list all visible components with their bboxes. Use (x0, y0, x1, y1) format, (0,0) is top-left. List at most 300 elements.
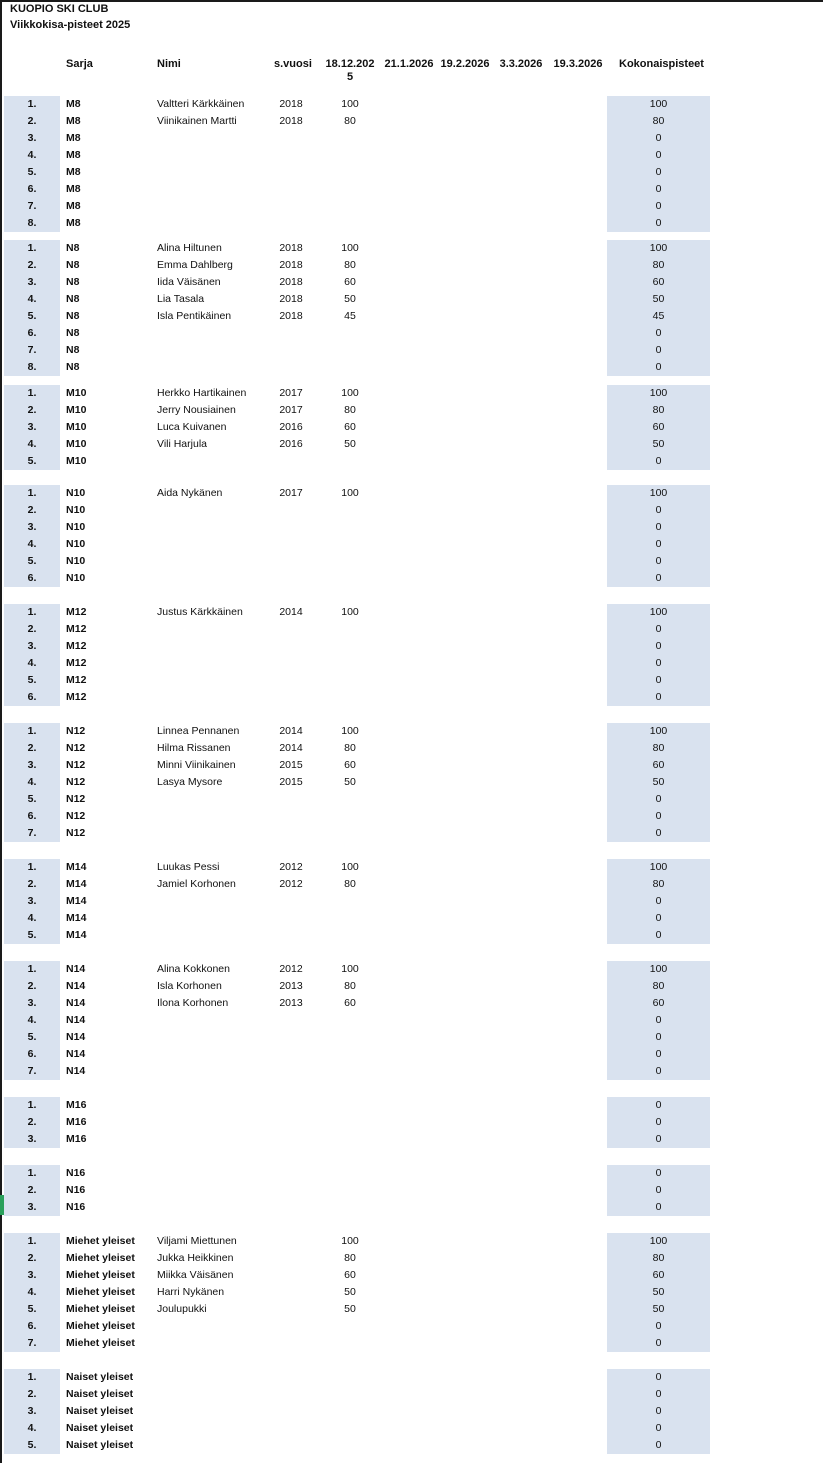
total-cell[interactable]: 0 (655, 1099, 662, 1111)
rank-cell[interactable]: 1. (27, 387, 37, 399)
sarja-cell[interactable]: N8 (66, 242, 80, 254)
table-row[interactable] (0, 385, 823, 402)
sarja-cell[interactable]: N10 (66, 504, 86, 516)
points-cell[interactable]: 80 (344, 404, 356, 416)
table-row[interactable] (0, 130, 823, 147)
rank-cell[interactable]: 1. (27, 487, 37, 499)
name-cell[interactable]: Hilma Rissanen (157, 742, 231, 754)
column-header-sarja[interactable]: Sarja (66, 58, 93, 70)
total-cell[interactable]: 100 (649, 861, 668, 873)
year-cell[interactable]: 2014 (279, 742, 303, 754)
year-cell[interactable]: 2013 (279, 980, 303, 992)
total-cell[interactable]: 0 (655, 1065, 662, 1077)
rank-cell[interactable]: 4. (27, 149, 37, 161)
rank-cell[interactable]: 3. (27, 640, 37, 652)
points-cell[interactable]: 100 (341, 725, 359, 737)
rank-cell[interactable]: 5. (27, 674, 37, 686)
table-row[interactable] (0, 1267, 823, 1284)
sarja-cell[interactable]: N14 (66, 997, 86, 1009)
rank-cell[interactable]: 5. (27, 793, 37, 805)
points-cell[interactable]: 50 (344, 1286, 356, 1298)
table-row[interactable] (0, 1199, 823, 1216)
total-cell[interactable]: 60 (652, 759, 665, 771)
total-cell[interactable]: 0 (655, 1388, 662, 1400)
total-cell[interactable]: 0 (655, 623, 662, 635)
total-cell[interactable]: 0 (655, 572, 662, 584)
points-cell[interactable]: 100 (341, 963, 359, 975)
year-cell[interactable]: 2017 (279, 487, 303, 499)
table-row[interactable] (0, 1046, 823, 1063)
rank-cell[interactable]: 4. (27, 438, 37, 450)
sarja-cell[interactable]: Naiset yleiset (66, 1422, 134, 1434)
total-cell[interactable]: 0 (655, 132, 662, 144)
sarja-cell[interactable]: M10 (66, 404, 87, 416)
total-cell[interactable]: 0 (655, 1422, 662, 1434)
table-row[interactable] (0, 1386, 823, 1403)
table-row[interactable] (0, 927, 823, 944)
total-cell[interactable]: 0 (655, 327, 662, 339)
total-cell[interactable]: 0 (655, 1337, 662, 1349)
table-row[interactable] (0, 910, 823, 927)
rank-cell[interactable]: 3. (27, 1201, 37, 1213)
points-cell[interactable]: 100 (341, 242, 359, 254)
total-cell[interactable]: 100 (649, 1235, 668, 1247)
total-cell[interactable]: 100 (649, 963, 668, 975)
rank-cell[interactable]: 4. (27, 776, 37, 788)
points-cell[interactable]: 100 (341, 387, 359, 399)
table-row[interactable] (0, 1097, 823, 1114)
total-cell[interactable]: 0 (655, 895, 662, 907)
rank-cell[interactable]: 2. (27, 115, 37, 127)
sarja-cell[interactable]: Miehet yleiset (66, 1320, 135, 1332)
rank-cell[interactable]: 2. (27, 259, 37, 271)
total-cell[interactable]: 0 (655, 1371, 662, 1383)
sarja-cell[interactable]: M8 (66, 166, 81, 178)
sarja-cell[interactable]: M16 (66, 1116, 87, 1128)
rank-cell[interactable]: 3. (27, 1269, 37, 1281)
total-cell[interactable]: 50 (652, 438, 665, 450)
sarja-cell[interactable]: Naiset yleiset (66, 1388, 134, 1400)
column-header-total[interactable]: Kokonaispisteet (619, 58, 704, 70)
points-cell[interactable]: 45 (344, 310, 356, 322)
sarja-cell[interactable]: N16 (66, 1201, 86, 1213)
name-cell[interactable]: Isla Pentikäinen (157, 310, 232, 322)
points-cell[interactable]: 80 (344, 115, 356, 127)
total-cell[interactable]: 100 (649, 487, 668, 499)
sarja-cell[interactable]: M8 (66, 149, 81, 161)
sarja-cell[interactable]: M12 (66, 640, 87, 652)
rank-cell[interactable]: 6. (27, 1048, 37, 1060)
year-cell[interactable]: 2015 (279, 776, 303, 788)
table-row[interactable] (0, 1063, 823, 1080)
rank-cell[interactable]: 2. (27, 1184, 37, 1196)
rank-cell[interactable]: 3. (27, 1405, 37, 1417)
total-cell[interactable]: 0 (655, 1167, 662, 1179)
table-row[interactable] (0, 113, 823, 130)
name-cell[interactable]: Minni Viinikainen (157, 759, 236, 771)
table-row[interactable] (0, 1301, 823, 1318)
points-cell[interactable]: 50 (344, 293, 356, 305)
points-cell[interactable]: 60 (344, 759, 356, 771)
name-cell[interactable]: Alina Kokkonen (157, 963, 230, 975)
year-cell[interactable]: 2018 (279, 242, 303, 254)
table-row[interactable] (0, 1012, 823, 1029)
points-cell[interactable]: 50 (344, 438, 356, 450)
sarja-cell[interactable]: Naiset yleiset (66, 1439, 134, 1451)
sarja-cell[interactable]: Miehet yleiset (66, 1286, 135, 1298)
sarja-cell[interactable]: M12 (66, 657, 87, 669)
sarja-cell[interactable]: M8 (66, 183, 81, 195)
sarja-cell[interactable]: M8 (66, 115, 81, 127)
total-cell[interactable]: 0 (655, 344, 662, 356)
table-row[interactable] (0, 436, 823, 453)
sarja-cell[interactable]: N12 (66, 827, 86, 839)
name-cell[interactable]: Aida Nykänen (157, 487, 223, 499)
total-cell[interactable]: 0 (655, 929, 662, 941)
sarja-cell[interactable]: N16 (66, 1167, 86, 1179)
column-header-date-4[interactable]: 3.3.2026 (499, 58, 543, 70)
rank-cell[interactable]: 4. (27, 293, 37, 305)
total-cell[interactable]: 0 (655, 183, 662, 195)
column-header-date-3[interactable]: 19.2.2026 (440, 58, 490, 70)
table-row[interactable] (0, 791, 823, 808)
rank-cell[interactable]: 4. (27, 1422, 37, 1434)
name-cell[interactable]: Isla Korhonen (157, 980, 222, 992)
year-cell[interactable]: 2013 (279, 997, 303, 1009)
rank-cell[interactable]: 4. (27, 538, 37, 550)
rank-cell[interactable]: 2. (27, 878, 37, 890)
table-row[interactable] (0, 723, 823, 740)
table-row[interactable] (0, 570, 823, 587)
table-row[interactable] (0, 825, 823, 842)
total-cell[interactable]: 0 (655, 674, 662, 686)
total-cell[interactable]: 0 (655, 827, 662, 839)
table-row[interactable] (0, 359, 823, 376)
name-cell[interactable]: Iida Väisänen (157, 276, 221, 288)
total-cell[interactable]: 60 (652, 997, 665, 1009)
rank-cell[interactable]: 3. (27, 895, 37, 907)
table-row[interactable] (0, 485, 823, 502)
sarja-cell[interactable]: N12 (66, 793, 86, 805)
rank-cell[interactable]: 2. (27, 504, 37, 516)
sarja-cell[interactable]: Miehet yleiset (66, 1303, 135, 1315)
year-cell[interactable]: 2018 (279, 259, 303, 271)
table-row[interactable] (0, 1233, 823, 1250)
sarja-cell[interactable]: N14 (66, 1031, 86, 1043)
points-cell[interactable]: 80 (344, 742, 356, 754)
rank-cell[interactable]: 5. (27, 166, 37, 178)
total-cell[interactable]: 0 (655, 657, 662, 669)
rank-cell[interactable]: 3. (27, 997, 37, 1009)
sarja-cell[interactable]: N12 (66, 742, 86, 754)
table-row[interactable] (0, 1114, 823, 1131)
name-cell[interactable]: Viljami Miettunen (157, 1235, 237, 1247)
rank-cell[interactable]: 6. (27, 183, 37, 195)
total-cell[interactable]: 50 (652, 1303, 665, 1315)
sarja-cell[interactable]: M10 (66, 438, 87, 450)
total-cell[interactable]: 0 (655, 793, 662, 805)
total-cell[interactable]: 45 (652, 310, 665, 322)
name-cell[interactable]: Linnea Pennanen (157, 725, 240, 737)
total-cell[interactable]: 0 (655, 166, 662, 178)
table-row[interactable] (0, 638, 823, 655)
total-cell[interactable]: 0 (655, 1031, 662, 1043)
sarja-cell[interactable]: N12 (66, 759, 86, 771)
sarja-cell[interactable]: N14 (66, 1048, 86, 1060)
table-row[interactable] (0, 961, 823, 978)
table-row[interactable] (0, 519, 823, 536)
points-cell[interactable]: 60 (344, 1269, 356, 1281)
total-cell[interactable]: 0 (655, 810, 662, 822)
rank-cell[interactable]: 7. (27, 1337, 37, 1349)
table-row[interactable] (0, 96, 823, 113)
sarja-cell[interactable]: N14 (66, 1014, 86, 1026)
sarja-cell[interactable]: M8 (66, 132, 81, 144)
table-row[interactable] (0, 1369, 823, 1386)
points-cell[interactable]: 60 (344, 997, 356, 1009)
name-cell[interactable]: Jamiel Korhonen (157, 878, 236, 890)
sarja-cell[interactable]: N12 (66, 725, 86, 737)
points-cell[interactable]: 50 (344, 776, 356, 788)
points-cell[interactable]: 80 (344, 1252, 356, 1264)
rank-cell[interactable]: 1. (27, 861, 37, 873)
total-cell[interactable]: 100 (649, 606, 668, 618)
year-cell[interactable]: 2017 (279, 387, 303, 399)
table-row[interactable] (0, 1335, 823, 1352)
name-cell[interactable]: Miikka Väisänen (157, 1269, 234, 1281)
total-cell[interactable]: 80 (652, 404, 665, 416)
year-cell[interactable]: 2018 (279, 276, 303, 288)
rank-cell[interactable]: 3. (27, 421, 37, 433)
rank-cell[interactable]: 1. (27, 963, 37, 975)
rank-cell[interactable]: 7. (27, 200, 37, 212)
table-row[interactable] (0, 978, 823, 995)
total-cell[interactable]: 50 (652, 776, 665, 788)
sarja-cell[interactable]: N8 (66, 293, 80, 305)
sarja-cell[interactable]: N8 (66, 327, 80, 339)
total-cell[interactable]: 80 (652, 878, 665, 890)
table-row[interactable] (0, 859, 823, 876)
sarja-cell[interactable]: Naiset yleiset (66, 1371, 134, 1383)
rank-cell[interactable]: 7. (27, 1065, 37, 1077)
sarja-cell[interactable]: Miehet yleiset (66, 1337, 135, 1349)
total-cell[interactable]: 60 (652, 421, 665, 433)
rank-cell[interactable]: 2. (27, 404, 37, 416)
table-row[interactable] (0, 1165, 823, 1182)
table-row[interactable] (0, 808, 823, 825)
name-cell[interactable]: Herkko Hartikainen (157, 387, 247, 399)
table-row[interactable] (0, 655, 823, 672)
table-row[interactable] (0, 757, 823, 774)
table-row[interactable] (0, 1131, 823, 1148)
sarja-cell[interactable]: N14 (66, 963, 86, 975)
name-cell[interactable]: Alina Hiltunen (157, 242, 222, 254)
column-header-date-2[interactable]: 21.1.2026 (384, 58, 434, 70)
total-cell[interactable]: 80 (652, 742, 665, 754)
points-cell[interactable]: 60 (344, 276, 356, 288)
sarja-cell[interactable]: N8 (66, 310, 80, 322)
sarja-cell[interactable]: N10 (66, 572, 86, 584)
sarja-cell[interactable]: N10 (66, 555, 86, 567)
sarja-cell[interactable]: Miehet yleiset (66, 1269, 135, 1281)
sarja-cell[interactable]: M14 (66, 861, 87, 873)
total-cell[interactable]: 0 (655, 1014, 662, 1026)
table-row[interactable] (0, 1029, 823, 1046)
points-cell[interactable]: 80 (344, 259, 356, 271)
rank-cell[interactable]: 1. (27, 1371, 37, 1383)
rank-cell[interactable]: 4. (27, 912, 37, 924)
total-cell[interactable]: 100 (649, 387, 668, 399)
year-cell[interactable]: 2015 (279, 759, 303, 771)
year-cell[interactable]: 2018 (279, 293, 303, 305)
total-cell[interactable]: 60 (652, 276, 665, 288)
sarja-cell[interactable]: N8 (66, 276, 80, 288)
table-row[interactable] (0, 291, 823, 308)
sarja-cell[interactable]: N12 (66, 776, 86, 788)
total-cell[interactable]: 50 (652, 293, 665, 305)
rank-cell[interactable]: 4. (27, 1014, 37, 1026)
table-row[interactable] (0, 1284, 823, 1301)
total-cell[interactable]: 0 (655, 912, 662, 924)
total-cell[interactable]: 0 (655, 1116, 662, 1128)
name-cell[interactable]: Lia Tasala (157, 293, 205, 305)
table-row[interactable] (0, 1437, 823, 1454)
total-cell[interactable]: 0 (655, 538, 662, 550)
rank-cell[interactable]: 2. (27, 742, 37, 754)
sarja-cell[interactable]: Miehet yleiset (66, 1252, 135, 1264)
table-row[interactable] (0, 240, 823, 257)
name-cell[interactable]: Jerry Nousiainen (157, 404, 236, 416)
table-row[interactable] (0, 453, 823, 470)
sarja-cell[interactable]: N10 (66, 521, 86, 533)
rank-cell[interactable]: 5. (27, 929, 37, 941)
name-cell[interactable]: Valtteri Kärkkäinen (157, 98, 245, 110)
total-cell[interactable]: 60 (652, 1269, 665, 1281)
rank-cell[interactable]: 3. (27, 521, 37, 533)
table-row[interactable] (0, 604, 823, 621)
rank-cell[interactable]: 5. (27, 555, 37, 567)
sarja-cell[interactable]: M10 (66, 455, 87, 467)
rank-cell[interactable]: 4. (27, 657, 37, 669)
total-cell[interactable]: 0 (655, 1201, 662, 1213)
rank-cell[interactable]: 8. (27, 361, 37, 373)
table-row[interactable] (0, 1403, 823, 1420)
name-cell[interactable]: Luukas Pessi (157, 861, 220, 873)
table-row[interactable] (0, 215, 823, 232)
total-cell[interactable]: 0 (655, 1439, 662, 1451)
table-row[interactable] (0, 502, 823, 519)
total-cell[interactable]: 0 (655, 1048, 662, 1060)
name-cell[interactable]: Jukka Heikkinen (157, 1252, 234, 1264)
table-row[interactable] (0, 198, 823, 215)
column-header-date-5[interactable]: 19.3.2026 (553, 58, 603, 70)
rank-cell[interactable]: 1. (27, 1099, 37, 1111)
total-cell[interactable]: 0 (655, 217, 662, 229)
sarja-cell[interactable]: N8 (66, 259, 80, 271)
column-header-date-1[interactable]: 18.12.2025 (325, 58, 375, 80)
points-cell[interactable]: 100 (341, 606, 359, 618)
sarja-cell[interactable]: M12 (66, 623, 87, 635)
points-cell[interactable]: 50 (344, 1303, 356, 1315)
rank-cell[interactable]: 4. (27, 1286, 37, 1298)
points-cell[interactable]: 100 (341, 1235, 359, 1247)
points-cell[interactable]: 100 (341, 487, 359, 499)
rank-cell[interactable]: 1. (27, 98, 37, 110)
rank-cell[interactable]: 1. (27, 725, 37, 737)
table-row[interactable] (0, 164, 823, 181)
year-cell[interactable]: 2014 (279, 606, 303, 618)
total-cell[interactable]: 0 (655, 521, 662, 533)
table-row[interactable] (0, 274, 823, 291)
total-cell[interactable]: 100 (649, 725, 668, 737)
table-row[interactable] (0, 1318, 823, 1335)
rank-cell[interactable]: 3. (27, 1133, 37, 1145)
sarja-cell[interactable]: M16 (66, 1133, 87, 1145)
table-row[interactable] (0, 419, 823, 436)
sarja-cell[interactable]: M14 (66, 878, 87, 890)
sarja-cell[interactable]: N12 (66, 810, 86, 822)
name-cell[interactable]: Lasya Mysore (157, 776, 223, 788)
total-cell[interactable]: 0 (655, 1320, 662, 1332)
rank-cell[interactable]: 2. (27, 1116, 37, 1128)
year-cell[interactable]: 2012 (279, 861, 303, 873)
rank-cell[interactable]: 7. (27, 827, 37, 839)
table-row[interactable] (0, 689, 823, 706)
rank-cell[interactable]: 2. (27, 1252, 37, 1264)
table-row[interactable] (0, 876, 823, 893)
points-cell[interactable]: 100 (341, 861, 359, 873)
table-row[interactable] (0, 893, 823, 910)
total-cell[interactable]: 80 (652, 1252, 665, 1264)
total-cell[interactable]: 0 (655, 1405, 662, 1417)
year-cell[interactable]: 2012 (279, 878, 303, 890)
sarja-cell[interactable]: M10 (66, 387, 87, 399)
total-cell[interactable]: 0 (655, 504, 662, 516)
rank-cell[interactable]: 6. (27, 327, 37, 339)
total-cell[interactable]: 0 (655, 1133, 662, 1145)
sarja-cell[interactable]: N14 (66, 1065, 86, 1077)
rank-cell[interactable]: 1. (27, 1235, 37, 1247)
year-cell[interactable]: 2016 (279, 421, 303, 433)
sarja-cell[interactable]: M8 (66, 217, 81, 229)
total-cell[interactable]: 0 (655, 361, 662, 373)
table-row[interactable] (0, 672, 823, 689)
total-cell[interactable]: 80 (652, 980, 665, 992)
sarja-cell[interactable]: Naiset yleiset (66, 1405, 134, 1417)
points-cell[interactable]: 80 (344, 878, 356, 890)
total-cell[interactable]: 50 (652, 1286, 665, 1298)
table-row[interactable] (0, 308, 823, 325)
rank-cell[interactable]: 5. (27, 455, 37, 467)
year-cell[interactable]: 2018 (279, 310, 303, 322)
sarja-cell[interactable]: M8 (66, 98, 81, 110)
total-cell[interactable]: 0 (655, 200, 662, 212)
name-cell[interactable]: Vili Harjula (157, 438, 207, 450)
table-row[interactable] (0, 1182, 823, 1199)
table-row[interactable] (0, 342, 823, 359)
name-cell[interactable]: Joulupukki (157, 1303, 207, 1315)
name-cell[interactable]: Harri Nykänen (157, 1286, 225, 1298)
rank-cell[interactable]: 7. (27, 344, 37, 356)
rank-cell[interactable]: 1. (27, 242, 37, 254)
rank-cell[interactable]: 5. (27, 1303, 37, 1315)
rank-cell[interactable]: 6. (27, 572, 37, 584)
year-cell[interactable]: 2018 (279, 115, 303, 127)
table-row[interactable] (0, 536, 823, 553)
year-cell[interactable]: 2017 (279, 404, 303, 416)
sarja-cell[interactable]: N10 (66, 538, 86, 550)
sarja-cell[interactable]: M8 (66, 200, 81, 212)
